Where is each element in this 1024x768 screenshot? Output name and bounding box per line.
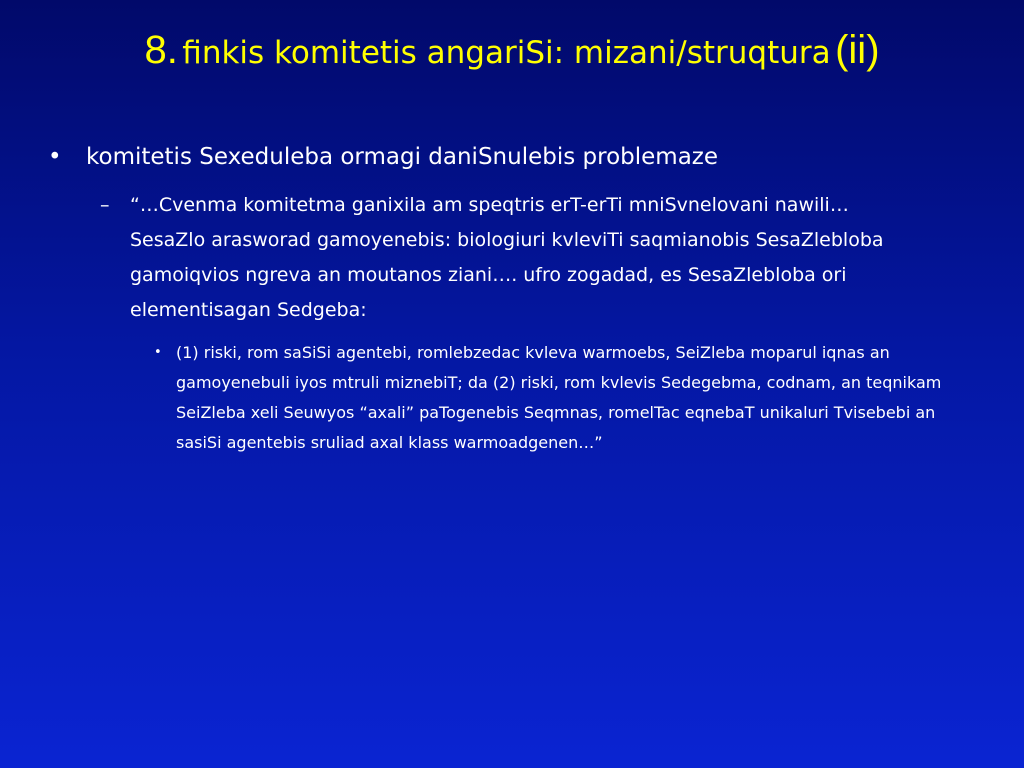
dash-bullet-icon: – (100, 194, 110, 216)
bullet-level-1-text: komitetis Sexeduleba ormagi daniSnulebis problemaze (86, 144, 719, 170)
bullet-level-1 (48, 140, 968, 174)
bullet-level-2-text: “…Cvenma komitetma ganixila am speqtris erT-erTi mniSvnelovani nawili…SesaZlo arasworad gamoyenebis: biologiuri kvleviTi saqmianobis SesaZlebloba gamoiqvios ngreva an moutanos ziani…. ufro zogadad, es SesaZlebloba ori elementisagan Sedgeba: (130, 194, 884, 321)
slide-title-main: finkis komitetis angariSi: mizani/struqtura (182, 35, 831, 71)
small-bullet-icon: • (154, 345, 162, 360)
bullet-icon: • (48, 144, 62, 170)
slide-title-number: 8. (144, 28, 178, 72)
slide-title (0, 28, 1024, 72)
slide-title-suffix: (ii) (835, 28, 880, 72)
bullet-level-3 (154, 338, 946, 458)
bullet-level-2 (100, 188, 920, 328)
slide-content (48, 140, 968, 458)
bullet-level-3-text: (1) riski, rom saSiSi agentebi, romlebzedac kvleva warmoebs, SeiZleba moparul iqnas an gamoyenebuli iyos mtruli miznebiT; da (2) riski, rom kvlevis Sedegebma, codnam, an teqnikam SeiZleba xeli Seuwyos “axali” paTogenebis Seqmnas, romelTac eqnebaT unikaluri Tvisebebi an sasiSi agentebis sruliad axal klass warmoadgenen…” (176, 343, 942, 452)
